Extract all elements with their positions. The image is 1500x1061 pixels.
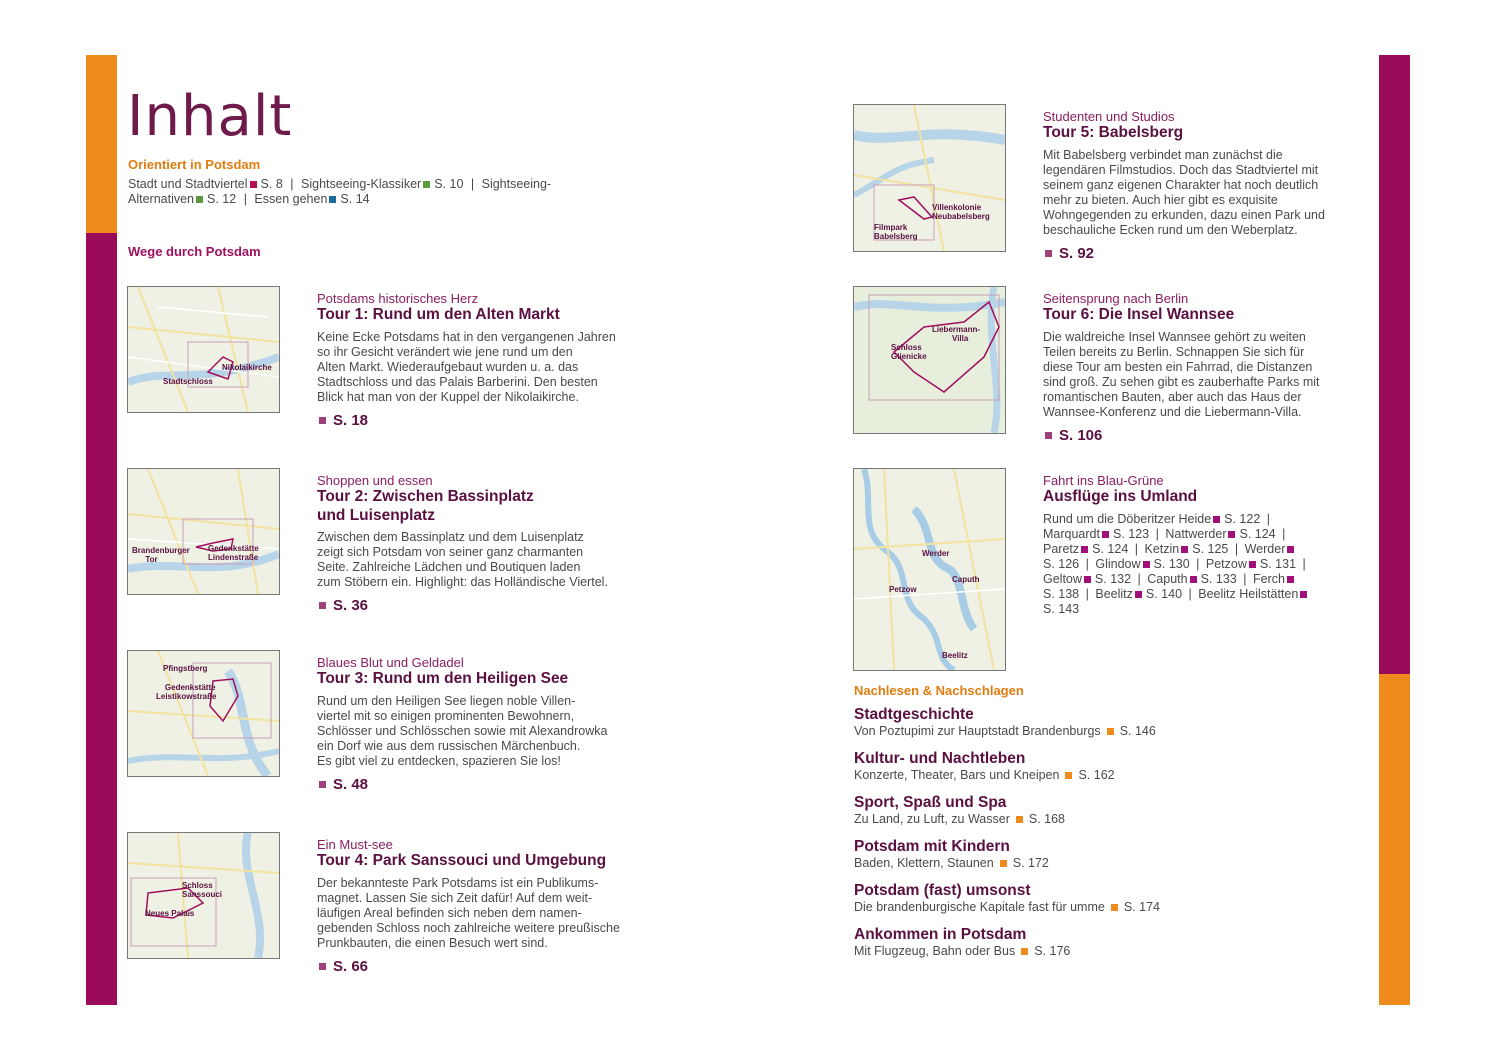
nachlesen-item-5[interactable]: Potsdam (fast) umsonst Die brandenburgische Kapitale fast für umme S. 174 bbox=[854, 882, 1160, 914]
tour5-map-label-filmpark: Filmpark Babelsberg bbox=[874, 223, 918, 241]
tour3-map-label-pfingstberg: Pfingstberg bbox=[163, 664, 208, 673]
magenta-square-icon bbox=[319, 602, 326, 609]
tour6-title: Tour 6: Die Insel Wannsee bbox=[1043, 306, 1235, 323]
tour6-map bbox=[853, 286, 1006, 434]
magenta-square-icon bbox=[1287, 576, 1294, 583]
tour2-title: Tour 2: Zwischen Bassinplatz und Luisenplatz bbox=[317, 488, 534, 524]
red-square-icon bbox=[250, 181, 257, 188]
tour6-map-label-liebermann: Liebermann- Villa bbox=[932, 325, 981, 343]
orange-square-icon bbox=[1111, 904, 1118, 911]
tour3-map bbox=[127, 650, 280, 777]
magenta-square-icon bbox=[1045, 250, 1052, 257]
magenta-square-icon bbox=[1135, 591, 1142, 598]
nachlesen-item-6[interactable]: Ankommen in Potsdam Mit Flugzeug, Bahn oder Bus S. 176 bbox=[854, 926, 1071, 958]
tour4-page[interactable]: S. 66 bbox=[317, 958, 368, 975]
tour3-map-label-leistikowstrasse: Gedenkstätte Leistikowstraße bbox=[156, 683, 217, 701]
orange-square-icon bbox=[1065, 772, 1072, 779]
tour2-kicker: Shoppen und essen bbox=[317, 473, 433, 488]
orange-square-icon bbox=[1021, 948, 1028, 955]
magenta-square-icon bbox=[1190, 576, 1197, 583]
tour3-title: Tour 3: Rund um den Heiligen See bbox=[317, 670, 569, 687]
umland-kicker: Fahrt ins Blau-Grüne bbox=[1043, 473, 1164, 488]
tour1-desc: Keine Ecke Potsdams hat in den vergangenen Jahren so ihr Gesicht verändert wie jene rund um den Alten Markt. Wiederaufgebaut wurden u. a. das Stadtschloss und das Palais Barberini. Den besten Blick hat man von der Kuppel der Nikolaikirche. bbox=[317, 330, 616, 404]
green-square-icon bbox=[196, 196, 203, 203]
magenta-square-icon bbox=[1084, 576, 1091, 583]
tour6-desc: Die waldreiche Insel Wannsee gehört zu weiten Teilen bereits zu Berlin. Schnappen Sie sich für diese Tour am besten ein Fahrrad, die Distanzen sind groß. Zu sehen gibt es zauberhafte Parks mit romantischen Bauten, aber auch das Haus der Wannsee-Konferenz und die Liebermann-Villa. bbox=[1043, 330, 1320, 419]
umland-map-graphic bbox=[854, 469, 1005, 670]
tour2-desc: Zwischen dem Bassinplatz und dem Luisenplatz zeigt sich Potsdam von seiner ganz charmanten Seite. Zahlreiche Lädchen und Boutiquen laden zum Stöbern ein. Highlight: das Holländische Viertel. bbox=[317, 530, 608, 589]
tour2-page[interactable]: S. 36 bbox=[317, 597, 368, 614]
tour5-page[interactable]: S. 92 bbox=[1043, 245, 1094, 262]
magenta-square-icon bbox=[1228, 531, 1235, 538]
orient-line-2: Alternativen S. 12 | Essen gehen S. 14 bbox=[128, 192, 370, 206]
tour3-page[interactable]: S. 48 bbox=[317, 776, 368, 793]
nachlesen-heading: Nachlesen & Nachschlagen bbox=[854, 683, 1024, 698]
orange-square-icon bbox=[1107, 728, 1114, 735]
tour6-map-label-glienicke: Schloss Glienicke bbox=[891, 343, 927, 361]
orange-square-icon bbox=[1000, 860, 1007, 867]
magenta-square-icon bbox=[319, 781, 326, 788]
magenta-square-icon bbox=[1300, 591, 1307, 598]
green-square-icon bbox=[423, 181, 430, 188]
magenta-square-icon bbox=[1249, 561, 1256, 568]
tour5-title: Tour 5: Babelsberg bbox=[1043, 124, 1184, 141]
umland-map-label-werder: Werder bbox=[922, 549, 950, 558]
orange-square-icon bbox=[1016, 816, 1023, 823]
tour3-kicker: Blaues Blut und Geldadel bbox=[317, 655, 464, 670]
tour1-map-label-nikolaikirche: Nikolaikirche bbox=[222, 363, 272, 372]
magenta-square-icon bbox=[1287, 546, 1294, 553]
nachlesen-item-1[interactable]: Stadtgeschichte Von Poztupimi zur Hauptstadt Brandenburgs S. 146 bbox=[854, 706, 1156, 738]
tour2-map-label-brandenburger-tor: Brandenburger Tor bbox=[132, 546, 190, 564]
nachlesen-item-3[interactable]: Sport, Spaß und Spa Zu Land, zu Luft, zu Wasser S. 168 bbox=[854, 794, 1065, 826]
tour6-kicker: Seitensprung nach Berlin bbox=[1043, 291, 1189, 306]
umland-map-label-caputh: Caputh bbox=[952, 575, 980, 584]
tour5-map-label-neubabelsberg: Villenkolonie Neubabelsberg bbox=[932, 203, 990, 221]
magenta-square-icon bbox=[1081, 546, 1088, 553]
tour3-desc: Rund um den Heiligen See liegen noble Villen- viertel mit so einigen prominenten Bewohnern, Schlösser und Schlösschen sowie mit Alexandrowka ein Dorf wie aus dem russischen Märchenbuch. Es gibt viel zu entdecken, spazieren Sie los! bbox=[317, 694, 608, 768]
tour6-map-graphic bbox=[854, 287, 1005, 433]
umland-map-label-petzow: Petzow bbox=[889, 585, 917, 594]
right-orange-bar bbox=[1379, 674, 1410, 1005]
tour2-map-graphic bbox=[128, 469, 279, 594]
magenta-square-icon bbox=[319, 417, 326, 424]
magenta-square-icon bbox=[1143, 561, 1150, 568]
page-title: Inhalt bbox=[127, 84, 293, 149]
tour1-map-label-stadtschloss: Stadtschloss bbox=[163, 377, 213, 386]
left-orange-bar bbox=[86, 55, 117, 233]
right-magenta-bar bbox=[1379, 55, 1410, 674]
magenta-square-icon bbox=[1102, 531, 1109, 538]
tour4-title: Tour 4: Park Sanssouci und Umgebung bbox=[317, 852, 607, 869]
umland-map bbox=[853, 468, 1006, 671]
tour5-kicker: Studenten und Studios bbox=[1043, 109, 1175, 124]
magenta-square-icon bbox=[1213, 516, 1220, 523]
tour1-kicker: Potsdams historisches Herz bbox=[317, 291, 479, 306]
magenta-square-icon bbox=[319, 963, 326, 970]
tour5-desc: Mit Babelsberg verbindet man zunächst die legendären Filmstudios. Doch das Stadtviertel mit seinem ganz eigenen Charakter hat noch deutlich mehr zu bieten. Auch hier gibt es exquisite Wohngegenden zu erkunden, dazu einen Park und beschauliche Ecken rund um den Weberplatz. bbox=[1043, 148, 1325, 237]
umland-map-label-beelitz: Beelitz bbox=[942, 651, 968, 660]
tour6-page[interactable]: S. 106 bbox=[1043, 427, 1102, 444]
tour2-map-label-lindenstrasse: Gedenkstätte Lindenstraße bbox=[208, 544, 259, 562]
tour4-kicker: Ein Must-see bbox=[317, 837, 393, 852]
orient-heading: Orientiert in Potsdam bbox=[128, 157, 261, 172]
blue-square-icon bbox=[329, 196, 336, 203]
magenta-square-icon bbox=[1181, 546, 1188, 553]
tour4-map-label-sanssouci: Schloss Sanssouci bbox=[182, 881, 223, 899]
orient-line-1: Stadt und Stadtviertel S. 8 | Sightseeing-Klassiker S. 10 | Sightseeing- bbox=[128, 177, 552, 191]
tour5-map bbox=[853, 104, 1006, 252]
umland-desc: Rund um die Döberitzer Heide S. 122 | Marquardt S. 123 | Nattwerder S. 124 | Paretz S. 124 | Ketzin S. 125 | Werder S. 126 | Glindow S. 130 | Petzow S. 131 | Geltow S. 132 | Caputh S. 133 | Ferch S. 138 | Beelitz S. 140 | Beelitz Heilstätten S. 143 bbox=[1043, 512, 1306, 616]
tour4-desc: Der bekannteste Park Potsdams ist ein Publikums- magnet. Lassen Sie sich Zeit dafür! Auf dem weit- läufigen Areal befinden sich neben dem namen- gebenden Schloss noch zahlreiche weitere preußische Prunkbauten, die einen Besuch wert sind. bbox=[317, 876, 620, 950]
tour1-map bbox=[127, 286, 280, 413]
magenta-square-icon bbox=[1045, 432, 1052, 439]
left-magenta-bar bbox=[86, 233, 117, 1005]
umland-title: Ausflüge ins Umland bbox=[1043, 488, 1198, 505]
nachlesen-item-4[interactable]: Potsdam mit Kindern Baden, Klettern, Staunen S. 172 bbox=[854, 838, 1049, 870]
tour1-page[interactable]: S. 18 bbox=[317, 412, 368, 429]
tour4-map-label-neues-palais: Neues Palais bbox=[145, 909, 195, 918]
tour2-map bbox=[127, 468, 280, 595]
tour4-map bbox=[127, 832, 280, 959]
tour1-title: Tour 1: Rund um den Alten Markt bbox=[317, 306, 560, 323]
nachlesen-item-2[interactable]: Kultur- und Nachtleben Konzerte, Theater, Bars und Kneipen S. 162 bbox=[854, 750, 1115, 782]
wege-heading: Wege durch Potsdam bbox=[128, 244, 261, 259]
tour1-map-graphic bbox=[128, 287, 279, 412]
